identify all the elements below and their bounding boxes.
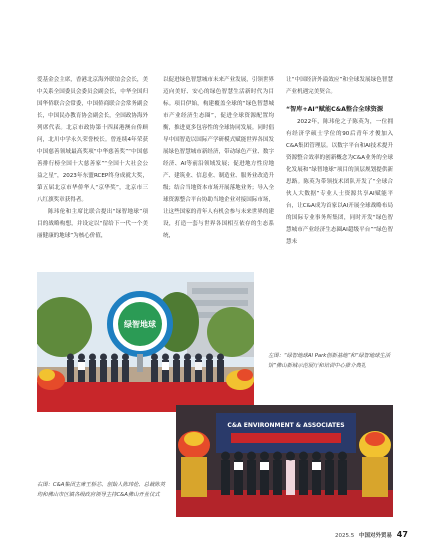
paragraph: 2022年，陈玮伦之子陈英为，一位拥有经济学硕士学位的90后青年才俊加入C&A集团管理层。以数字平台和AI技术提升资源整合效率的创新概念为C&A业务的全球化发展和“绿智地球”项目的顶层规划提供新思路。陈英为带领技术团队开发了“全球合伙人大数据”专业人士资源共享AI赋能平台，让C&A成为首家以AI开展全球战略布局的国际专业事务所集团，同时开发“绿色智慧城市产业经济生态圈AI超级平台”“绿色智慧未 [286,119,393,245]
photo-caption-1: 左图：“绿智地球AI Park创新基地”和“绿智地球生活馆”佛山新城示范展厅和培训中心推介典礼 [268,353,391,369]
paragraph: 陈玮伦和主席比联合提出“绿智地球”项目的战略构想，并设定以“留给下一代一个美丽健康的地球”为核心价值， [37,209,148,239]
photo-caption-2: 右图：C&A集团主席王桥芯、创始人陈玮伦、总裁陈英均和佛山市区镇各级政府领导主持C&A佛山开业仪式 [37,482,165,498]
magazine-name: 中国对外贸易 [359,533,393,539]
banner-text: C&A ENVIRONMENT & ASSOCIATES [227,422,345,429]
paragraph: 以促进绿色智慧城市未来产业发展，引领世界迈向美好、安心的绿色智慧生活新时代为目标。项目伊始，构建覆盖全球的“绿色智慧城市产业经济生态圈”，促进全球资源配置均衡，推进更多包容性的全球协同发展。同时倡导中国智造以国际产学研模式赋能世界各国发展绿色智慧城市新经济，带动绿色产业、数字经济、AI等前沿领域发展；促进地方性房地产、建筑业、信息业、制造业、服务业改造升级；结合当地资本市场开展落地业务；导入全球资源整合平台协助当地企业对接国际市场，让这些国家的青年人有机会参与未来世界的建设，打造一套与世界各国相互依存的生态系统， [163,77,274,239]
text-column-3 [286,74,393,248]
text-column-1 [37,74,148,242]
paragraph: 让“中国经济外溢效应”和全球发展绿色智慧产业机遇完美契合。 [286,77,393,95]
page-footer [335,530,408,539]
issue-date: 2025.5 [335,533,355,539]
ceremony-photo-2 [176,405,393,517]
section-heading: “智库+AI”赋能C&A整合全球资源 [286,106,384,113]
ceremony-photo-1 [37,272,254,412]
paragraph: 爱基金会主席，香港北京海外联谊会会长，美中关系全国委员会委员会副会长，中华全国归国华侨联合会常委，中国侨商联合会常务副会长，中国民办教育协会副会长，全国政协海外列席代表。北京市政协第十四届港澳台侨顾问，北川中学永久荣誉校长。曾连续4年荣获中国慈善领域最高奖项“中华慈善奖”“中国慈善排行榜全国十大慈善家”“全国十大社会公益之星”，2023年东盟RCEP终身成就大奖，第五届北京市华侨华人“京华奖”，北京市三八红旗奖章获得者。 [37,77,148,203]
sign-text: 绿智地球 [124,320,156,329]
page-number: 47 [396,530,408,539]
text-column-2 [163,74,274,242]
